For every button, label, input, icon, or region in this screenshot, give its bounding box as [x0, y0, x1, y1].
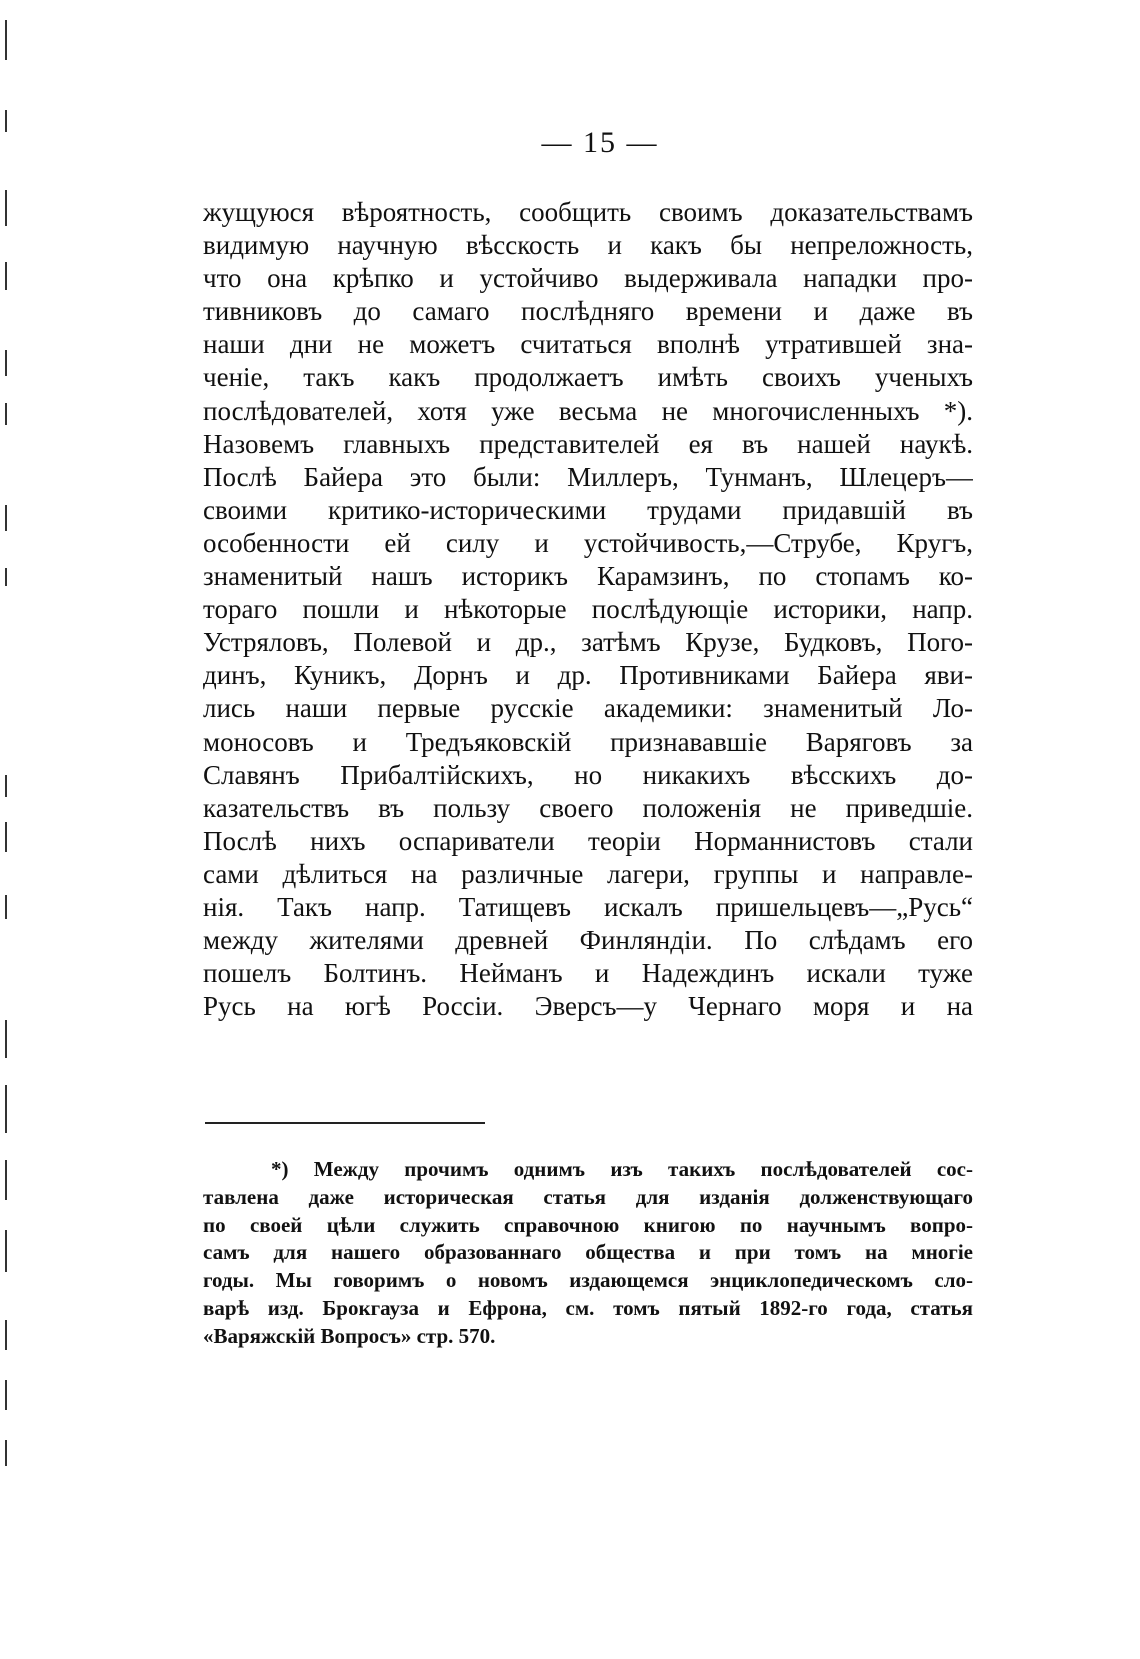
binding-mark — [5, 1380, 7, 1410]
text-line: сами дѣлиться на различные лагери, группы и направле- — [203, 858, 973, 889]
text-line: нія. Такъ напр. Татищевъ искалъ пришельцевъ—„Русь“ — [203, 891, 973, 922]
body-text — [203, 196, 973, 1023]
footnote — [203, 1156, 973, 1351]
footnote-line: тавлена даже историческая статья для изданія долженствующаго — [203, 1184, 973, 1209]
text-line: Славянъ Прибалтійскихъ, но никакихъ вѣсскихъ до- — [203, 759, 973, 790]
text-line: видимую научную вѣсскость и какъ бы непреложность, — [203, 230, 973, 261]
text-line: лись наши первые русскіе академики: знаменитый Ло- — [203, 693, 973, 724]
binding-mark — [5, 1230, 7, 1272]
footnote-line: *) Между прочимъ однимъ изъ такихъ послѣдователей сос- — [271, 1157, 973, 1181]
page-number: — 15 — — [541, 126, 659, 159]
binding-mark — [5, 350, 7, 376]
footnote-line: варѣ изд. Брокгауза и Ефрона, см. томъ пятый 1892-го года, статья — [203, 1295, 973, 1320]
text-line: что она крѣпко и устойчиво выдерживала нападки про- — [203, 263, 973, 294]
text-line: Устряловъ, Полевой и др., затѣмъ Крузе, Будковъ, Пого- — [203, 627, 973, 658]
text-line: тораго пошли и нѣкоторые послѣдующіе историки, напр. — [203, 594, 973, 625]
binding-mark — [5, 190, 7, 226]
text-line: Послѣ Байера это были: Миллеръ, Тунманъ, Шлецеръ— — [203, 461, 973, 492]
text-line: особенности ей силу и устойчивость,—Струбе, Кругъ, — [203, 527, 973, 558]
text-line: послѣдователей, хотя уже весьма не многочисленныхъ *). — [203, 395, 973, 426]
binding-edge-marks — [0, 0, 14, 1659]
text-line: Русь на югѣ Россіи. Эверсъ—у Чернаго моря и на — [203, 991, 973, 1022]
text-line: жущуюся вѣроятность, сообщить своимъ доказательствамъ — [203, 197, 973, 227]
text-line: Назовемъ главныхъ представителей ея въ нашей наукѣ. — [203, 428, 973, 459]
text-line: знаменитый нашъ историкъ Карамзинъ, по стопамъ ко- — [203, 561, 973, 592]
binding-mark — [5, 1320, 7, 1350]
footnote-line: самъ для нашего образованнаго общества и при томъ на многіе — [203, 1240, 973, 1265]
footnote-line: годы. Мы говоримъ о новомъ издающемся энциклопедическомъ сло- — [203, 1268, 973, 1293]
binding-mark — [5, 1085, 7, 1133]
text-line: между жителями древней Финляндіи. По слѣдамъ его — [203, 925, 973, 956]
footnote-line: по своей цѣли служить справочною книгою по научнымъ вопро- — [203, 1212, 973, 1237]
footnote-line: «Варяжскій Вопросъ» стр. 570. — [203, 1323, 496, 1348]
text-line: динъ, Куникъ, Дорнъ и др. Противниками Байера яви- — [203, 660, 973, 691]
binding-mark — [5, 262, 7, 290]
text-line: моносовъ и Тредъяковскій признававшіе Варяговъ за — [203, 726, 973, 757]
binding-mark — [5, 775, 7, 797]
text-line: своими критико-историческими трудами придавшій въ — [203, 494, 973, 525]
binding-mark — [5, 110, 7, 132]
footnote-separator — [205, 1122, 485, 1124]
binding-mark — [5, 568, 7, 586]
binding-mark — [5, 895, 7, 919]
binding-mark — [5, 1160, 7, 1200]
text-line: тивниковъ до самаго послѣдняго времени и даже въ — [203, 296, 973, 327]
text-line: Послѣ нихъ оспариватели теоріи Норманнистовъ стали — [203, 825, 973, 856]
text-line: наши дни не можетъ считаться вполнѣ утратившей зна- — [203, 329, 973, 360]
binding-mark — [5, 505, 7, 531]
text-line: казательствъ въ пользу своего положенія не приведшіе. — [203, 792, 973, 823]
binding-mark — [5, 20, 7, 60]
text-line: ченіе, такъ какъ продолжаетъ имѣть своихъ ученыхъ — [203, 362, 973, 393]
text-line: пошелъ Болтинъ. Нейманъ и Надеждинъ искали туже — [203, 958, 973, 989]
binding-mark — [5, 822, 7, 852]
binding-mark — [5, 1440, 7, 1466]
binding-mark — [5, 1020, 7, 1058]
binding-mark — [5, 403, 7, 425]
